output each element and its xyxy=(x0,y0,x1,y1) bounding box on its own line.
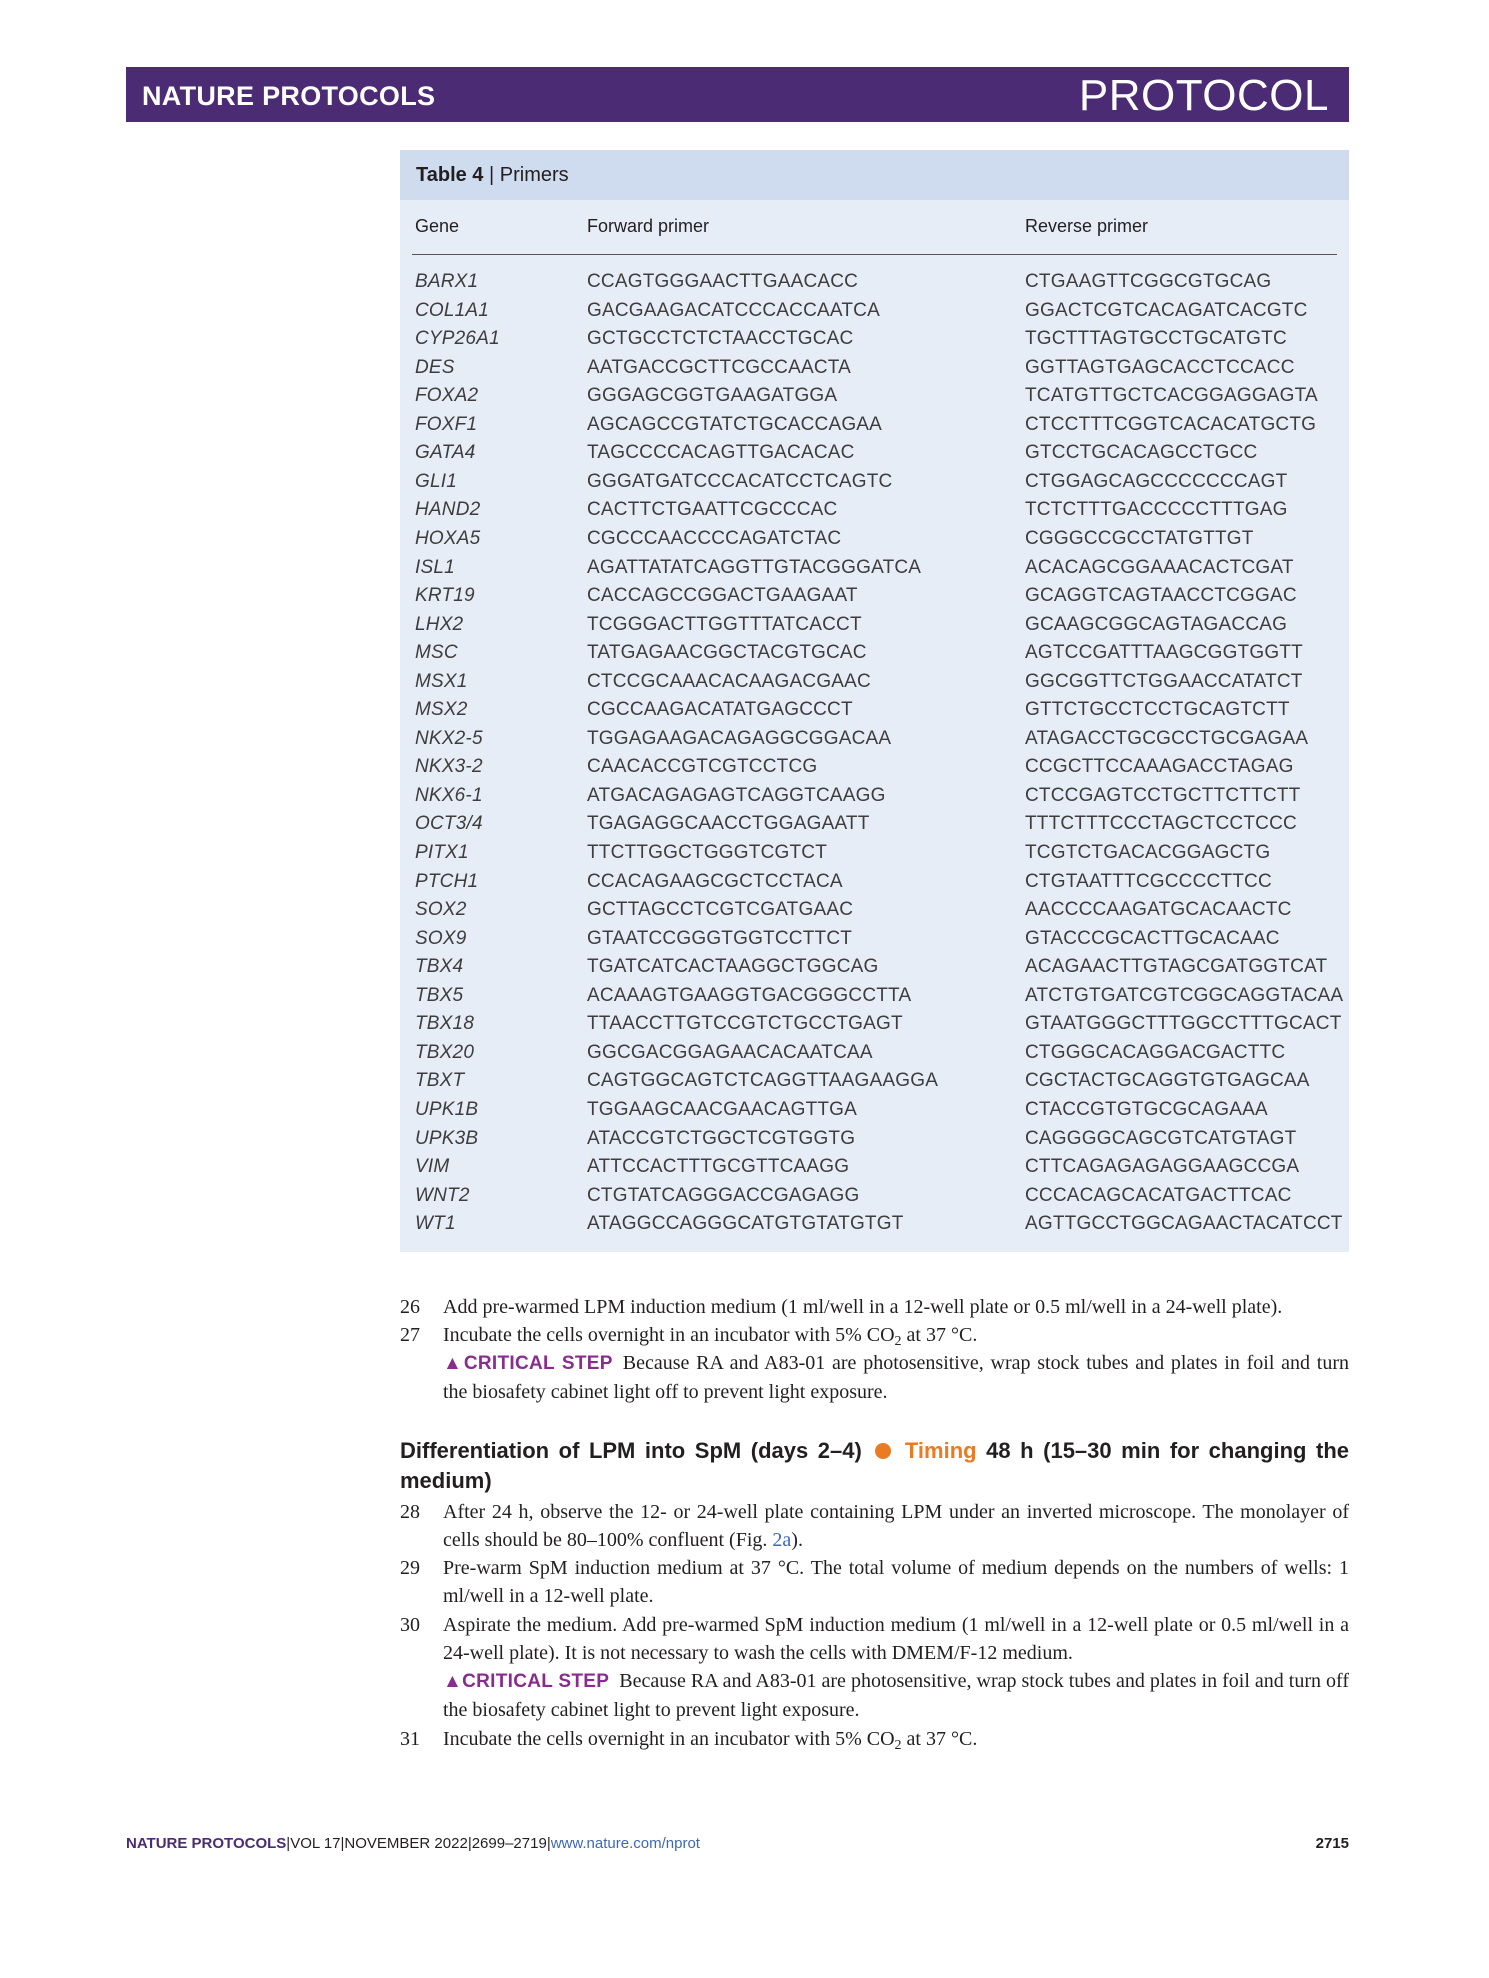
reverse-primer-cell: AACCCCAAGATGCACAACTC xyxy=(1025,899,1292,920)
gene-cell: UPK1B xyxy=(415,1099,479,1120)
journal-header xyxy=(126,67,1349,122)
gene-cell: BARX1 xyxy=(415,271,479,292)
forward-primer-cell: TGATCATCACTAAGGCTGGCAG xyxy=(587,956,879,977)
forward-primer-cell: AGATTATATCAGGTTGTACGGGATCA xyxy=(587,557,922,578)
step-number: 27 xyxy=(400,1324,420,1346)
gene-cell: PTCH1 xyxy=(415,871,479,892)
gene-cell: PITX1 xyxy=(415,842,469,863)
gene-cell: TBX18 xyxy=(415,1013,475,1034)
reverse-primer-cell: TCGTCTGACACGGAGCTG xyxy=(1025,842,1271,863)
reverse-primer-cell: ACAGAACTTGTAGCGATGGTCAT xyxy=(1025,956,1328,977)
forward-primer-cell: CACTTCTGAATTCGCCCAC xyxy=(587,499,838,520)
reverse-primer-cell: GGTTAGTGAGCACCTCCACC xyxy=(1025,357,1295,378)
gene-cell: HAND2 xyxy=(415,499,481,520)
forward-primer-cell: CTCCGCAAACACAAGACGAAC xyxy=(587,671,871,692)
forward-primer-cell: TTAACCTTGTCCGTCTGCCTGAGT xyxy=(587,1013,903,1034)
forward-primer-cell: GGGAGCGGTGAAGATGGA xyxy=(587,385,838,406)
forward-primer-cell: ATTCCACTTTGCGTTCAAGG xyxy=(587,1156,850,1177)
gene-cell: NKX6-1 xyxy=(415,785,483,806)
gene-cell: TBX4 xyxy=(415,956,464,977)
reverse-primer-cell: TTTCTTTCCCTAGCTCCTCCC xyxy=(1025,813,1297,834)
table-title: Table 4 | Primers xyxy=(400,150,1349,200)
forward-primer-cell: CACCAGCCGGACTGAAGAAT xyxy=(587,585,858,606)
footer-date: NOVEMBER 2022 xyxy=(344,1835,468,1852)
gene-cell: FOXA2 xyxy=(415,385,479,406)
reverse-primer-cell: GTTCTGCCTCCTGCAGTCTT xyxy=(1025,699,1290,720)
page-number: 2715 xyxy=(1315,1835,1349,1852)
step-number: 31 xyxy=(400,1728,420,1750)
timing-label: Timing xyxy=(904,1438,977,1463)
forward-primer-cell: AATGACCGCTTCGCCAACTA xyxy=(587,357,852,378)
reverse-primer-cell: CAGGGGCAGCGTCATGTAGT xyxy=(1025,1128,1297,1149)
gene-cell: HOXA5 xyxy=(415,528,481,549)
gene-cell: GATA4 xyxy=(415,442,476,463)
reverse-primer-cell: CTGAAGTTCGGCGTGCAG xyxy=(1025,271,1272,292)
step-number: 29 xyxy=(400,1557,420,1579)
gene-cell: DES xyxy=(415,357,455,378)
reverse-primer-cell: CCGCTTCCAAAGACCTAGAG xyxy=(1025,756,1294,777)
forward-primer-cell: CGCCCAACCCCAGATCTAC xyxy=(587,528,842,549)
forward-primer-cell: TATGAGAACGGCTACGTGCAC xyxy=(587,642,867,663)
col-header-reverse: Reverse primer xyxy=(1025,216,1149,236)
reverse-primer-cell: GGCGGTTCTGGAACCATATCT xyxy=(1025,671,1303,692)
gene-cell: ISL1 xyxy=(415,557,455,578)
step-text: Pre-warm SpM induction medium at 37 °C. The total volume of medium depends on the numbers of wells: 1 ml/well in a 12-well plate. xyxy=(443,1557,1349,1607)
forward-primer-cell: CCACAGAAGCGCTCCTACA xyxy=(587,871,843,892)
step-number: 26 xyxy=(400,1296,420,1318)
forward-primer-cell: ATGACAGAGAGTCAGGTCAAGG xyxy=(587,785,886,806)
forward-primer-cell: TCGGGACTTGGTTTATCACCT xyxy=(587,614,862,635)
col-header-forward: Forward primer xyxy=(587,216,710,236)
forward-primer-cell: TGGAAGCAACGAACAGTTGA xyxy=(587,1099,858,1120)
critical-step-text: Because RA and A83-01 are photosensitive, wrap stock tubes and plates in foil and turn off the biosafety cabinet light to prevent light exposure. xyxy=(443,1670,1349,1721)
footer-volume: VOL 17 xyxy=(290,1835,341,1852)
table-caption: Primers xyxy=(499,164,569,186)
gene-cell: MSC xyxy=(415,642,458,663)
reverse-primer-cell: AGTCCGATTTAAGCGGTGGTT xyxy=(1025,642,1303,663)
forward-primer-cell: CGCCAAGACATATGAGCCCT xyxy=(587,699,853,720)
reverse-primer-cell: ATAGACCTGCGCCTGCGAGAA xyxy=(1025,728,1309,749)
reverse-primer-cell: ATCTGTGATCGTCGGCAGGTACAA xyxy=(1025,985,1344,1006)
forward-primer-cell: TGAGAGGCAACCTGGAGAATT xyxy=(587,813,870,834)
step-text: Add pre-warmed LPM induction medium (1 ml/well in a 12-well plate or 0.5 ml/well in a 24-well plate). xyxy=(443,1296,1283,1318)
forward-primer-cell: TAGCCCCACAGTTGACACAC xyxy=(587,442,855,463)
col-header-gene: Gene xyxy=(415,216,460,236)
critical-step-text: Because RA and A83-01 are photosensitive, wrap stock tubes and plates in foil and turn the biosafety cabinet light off to prevent light exposure. xyxy=(443,1352,1349,1403)
gene-cell: LHX2 xyxy=(415,614,464,635)
journal-name: NATURE PROTOCOLS xyxy=(142,81,436,111)
forward-primer-cell: GCTTAGCCTCGTCGATGAAC xyxy=(587,899,854,920)
gene-cell: VIM xyxy=(415,1156,450,1177)
forward-primer-cell: GGGATGATCCCACATCCTCAGTC xyxy=(587,471,893,492)
forward-primer-cell: ATAGGCCAGGGCATGTGTATGTGT xyxy=(587,1213,904,1234)
gene-cell: NKX2-5 xyxy=(415,728,483,749)
forward-primer-cell: AGCAGCCGTATCTGCACCAGAA xyxy=(587,414,883,435)
gene-cell: COL1A1 xyxy=(415,300,490,321)
gene-cell: KRT19 xyxy=(415,585,475,606)
reverse-primer-cell: GGACTCGTCACAGATCACGTC xyxy=(1025,300,1308,321)
reverse-primer-cell: CTGTAATTTCGCCCCTTCC xyxy=(1025,871,1272,892)
step-number: 28 xyxy=(400,1501,420,1523)
step-number: 30 xyxy=(400,1614,420,1636)
reverse-primer-cell: CCCACAGCACATGACTTCAC xyxy=(1025,1185,1292,1206)
page-footer: NATURE PROTOCOLS|VOL 17|NOVEMBER 2022|2699–2719|www.nature.com/nprot xyxy=(126,1835,700,1852)
reverse-primer-cell: CTGGGCACAGGACGACTTC xyxy=(1025,1042,1286,1063)
reverse-primer-cell: TCTCTTTGACCCCCTTTGAG xyxy=(1025,499,1288,520)
reverse-primer-cell: CTGGAGCAGCCCCCCCAGT xyxy=(1025,471,1288,492)
reverse-primer-cell: CGCTACTGCAGGTGTGAGCAA xyxy=(1025,1070,1310,1091)
timing-dot-icon xyxy=(875,1443,891,1459)
forward-primer-cell: ATACCGTCTGGCTCGTGGTG xyxy=(587,1128,856,1149)
forward-primer-cell: CTGTATCAGGGACCGAGAGG xyxy=(587,1185,860,1206)
table-label: Table 4 xyxy=(416,164,484,186)
reverse-primer-cell: TCATGTTGCTCACGGAGGAGTA xyxy=(1025,385,1318,406)
step-text: Incubate the cells overnight in an incubator with 5% $CO_2$ at 37 °C. xyxy=(443,1728,978,1753)
reverse-primer-cell: CTCCTTTCGGTCACACATGCTG xyxy=(1025,414,1317,435)
table-header-rule xyxy=(412,254,1337,255)
forward-primer-cell: ACAAAGTGAAGGTGACGGGCCTTA xyxy=(587,985,912,1006)
gene-cell: WNT2 xyxy=(415,1185,470,1206)
reverse-primer-cell: CTTCAGAGAGAGGAAGCCGA xyxy=(1025,1156,1300,1177)
reverse-primer-cell: CTCCGAGTCCTGCTTCTTCTT xyxy=(1025,785,1301,806)
forward-primer-cell: TGGAGAAGACAGAGGCGGACAA xyxy=(587,728,892,749)
footer-url[interactable]: www.nature.com/nprot xyxy=(550,1835,700,1852)
reverse-primer-cell: ACACAGCGGAAACACTCGAT xyxy=(1025,557,1294,578)
reverse-primer-cell: CGGGCCGCCTATGTTGT xyxy=(1025,528,1254,549)
forward-primer-cell: CAGTGGCAGTCTCAGGTTAAGAAGGA xyxy=(587,1070,939,1091)
gene-cell: TBXT xyxy=(415,1070,465,1091)
footer-journal: NATURE PROTOCOLS xyxy=(126,1835,287,1852)
reverse-primer-cell: GTCCTGCACAGCCTGCC xyxy=(1025,442,1258,463)
forward-primer-cell: GCTGCCTCTCTAACCTGCAC xyxy=(587,328,854,349)
reverse-primer-cell: GTACCCGCACTTGCACAAC xyxy=(1025,928,1280,949)
gene-cell: OCT3/4 xyxy=(415,813,483,834)
step-text: After 24 h, observe the 12- or 24-well plate containing LPM under an inverted microscope. The monolayer of cells should be 80–100% confluent (Fig. 2a). xyxy=(443,1501,1349,1551)
reverse-primer-cell: AGTTGCCTGGCAGAACTACATCCT xyxy=(1025,1213,1343,1234)
gene-cell: GLI1 xyxy=(415,471,457,492)
section-heading: Differentiation of LPM into SpM (days 2–4) Timing 48 h (15–30 min for changing the medium) xyxy=(400,1438,1349,1493)
gene-cell: NKX3-2 xyxy=(415,756,483,777)
figure-link[interactable]: 2a xyxy=(772,1529,792,1551)
forward-primer-cell: GGCGACGGAGAACACAATCAA xyxy=(587,1042,873,1063)
reverse-primer-cell: GTAATGGGCTTTGGCCTTTGCACT xyxy=(1025,1013,1342,1034)
gene-cell: FOXF1 xyxy=(415,414,478,435)
critical-step-label: ▲CRITICAL STEP xyxy=(443,1353,613,1374)
gene-cell: MSX2 xyxy=(415,699,468,720)
forward-primer-cell: GTAATCCGGGTGGTCCTTCT xyxy=(587,928,853,949)
gene-cell: TBX20 xyxy=(415,1042,475,1063)
critical-step-label: ▲CRITICAL STEP xyxy=(443,1671,610,1692)
step-text: Aspirate the medium. Add pre-warmed SpM induction medium (1 ml/well in a 12-well plate or 0.5 ml/well in a 24-well plate). It is not necessary to wash the cells with DMEM/F-12 medium. ▲CRITICAL STEP Because RA and A83-01 are photosensitive, wrap stock tubes and plates in foil and turn off the biosafety cabinet light to prevent light exposure. xyxy=(443,1614,1349,1721)
gene-cell: TBX5 xyxy=(415,985,464,1006)
gene-cell: CYP26A1 xyxy=(415,328,500,349)
reverse-primer-cell: CTACCGTGTGCGCAGAAA xyxy=(1025,1099,1268,1120)
timing-text: 48 h (15–30 min for changing the medium) xyxy=(400,1438,1349,1493)
forward-primer-cell: TTCTTGGCTGGGTCGTCT xyxy=(587,842,828,863)
forward-primer-cell: CAACACCGTCGTCCTCG xyxy=(587,756,818,777)
forward-primer-cell: GACGAAGACATCCCACCAATCA xyxy=(587,300,880,321)
step-text: Incubate the cells overnight in an incubator with 5% $CO_2$ at 37 °C. ▲CRITICAL STEP Because RA and A83-01 are photosensitive, wrap stock tubes and plates in foil and turn the biosafety cabinet light off to prevent light exposure. xyxy=(443,1324,1349,1403)
footer-pages: 2699–2719 xyxy=(471,1835,547,1852)
gene-cell: SOX2 xyxy=(415,899,467,920)
gene-cell: UPK3B xyxy=(415,1128,479,1149)
gene-cell: WT1 xyxy=(415,1213,456,1234)
reverse-primer-cell: GCAGGTCAGTAACCTCGGAC xyxy=(1025,585,1297,606)
article-type: PROTOCOL xyxy=(1078,71,1329,120)
forward-primer-cell: CCAGTGGGAACTTGAACACC xyxy=(587,271,859,292)
gene-cell: SOX9 xyxy=(415,928,467,949)
gene-cell: MSX1 xyxy=(415,671,468,692)
reverse-primer-cell: GCAAGCGGCAGTAGACCAG xyxy=(1025,614,1288,635)
reverse-primer-cell: TGCTTTAGTGCCTGCATGTC xyxy=(1025,328,1287,349)
